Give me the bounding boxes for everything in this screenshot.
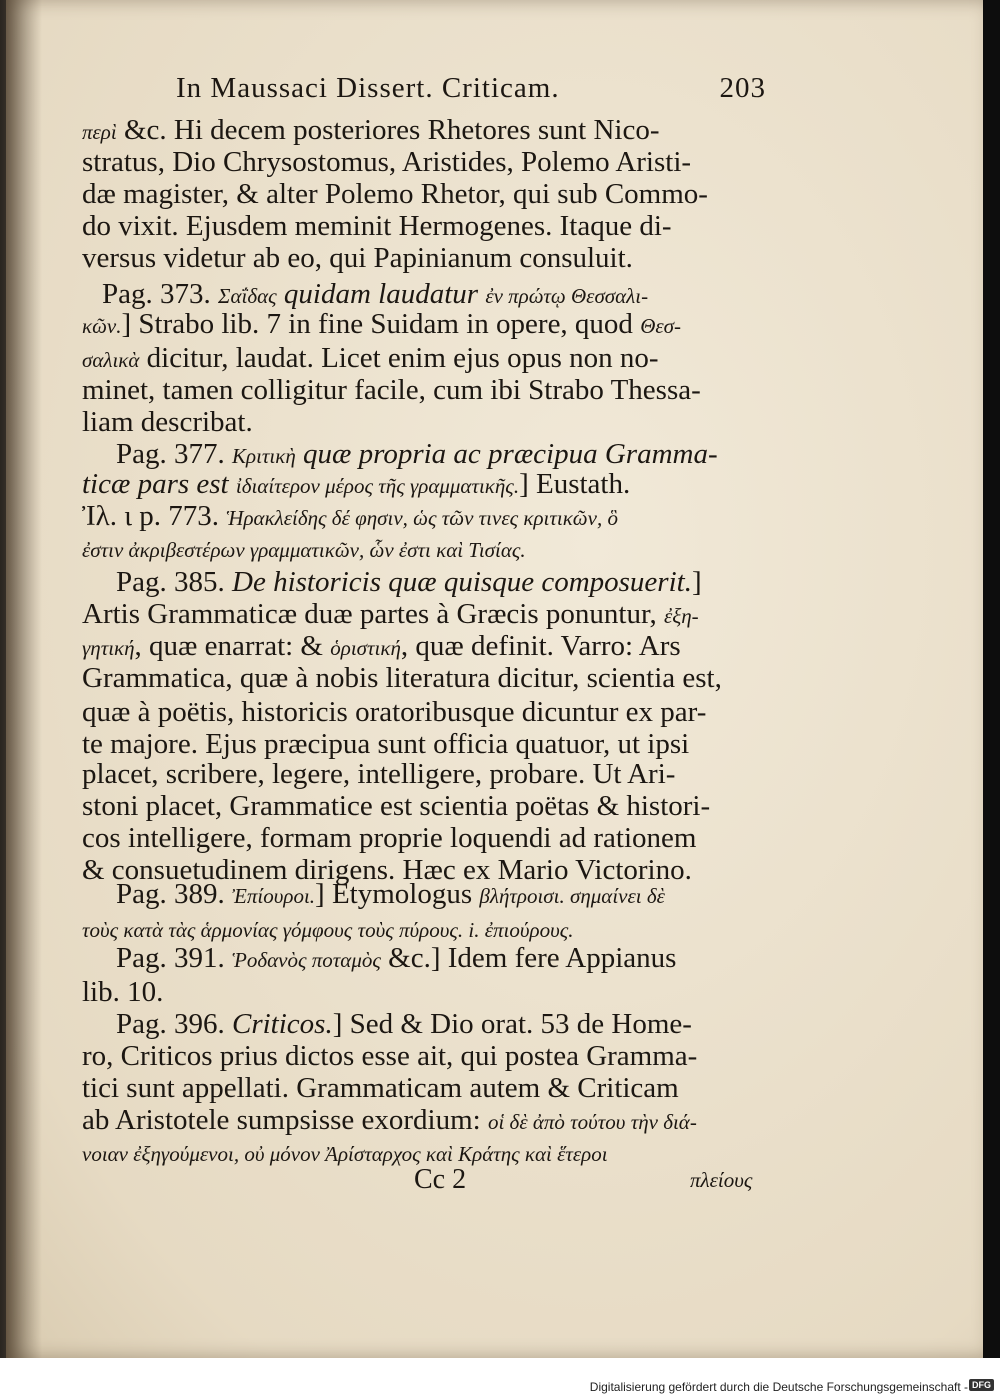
text-line: [690, 1160, 752, 1198]
text-line: [82, 694, 706, 730]
latin-text: Ἰλ. ι p. 773.: [82, 500, 227, 532]
greek-text: ὁριστική: [330, 636, 401, 660]
latin-text: liam describat.: [82, 406, 253, 438]
funding-note: Digitalisierung gefördert durch die Deutsche Forschungsgemeinschaft -: [589, 1380, 968, 1394]
text-line: [82, 756, 675, 792]
latin-text: ] Strabo lib. 7 in fine Suidam in opere, quod: [121, 308, 641, 340]
text-line: [82, 530, 526, 568]
latin-text: Artis Grammaticæ duæ partes à Græcis ponuntur,: [82, 598, 664, 630]
latin-text: dæ magister, & alter Polemo Rhetor, qui sub Commo-: [82, 178, 708, 210]
greek-text: ἐν πρώτῳ Θεσσαλι-: [485, 284, 649, 308]
latin-text: placet, scribere, legere, intelligere, probare. Ut Ari-: [82, 758, 676, 790]
latin-text: ]: [691, 566, 702, 598]
text-line: [82, 372, 701, 408]
greek-text: βλήτροισι. σημαίνει δὲ: [479, 884, 665, 908]
latin-text: ] Etymologus: [315, 878, 480, 910]
greek-text: νοιαν ἐξηγούμενοι, οὐ μόνον Ἀρίσταρχος καὶ Κράτης καὶ ἕτεροι: [82, 1142, 608, 1166]
latin-text: Pag. 373.: [102, 278, 218, 310]
latin-text: stoni placet, Grammatice est scientia poëtas & histori-: [82, 790, 711, 822]
running-header: [176, 72, 766, 105]
text-line: [82, 404, 253, 440]
latin-text: quæ à poëtis, historicis oratoribusque dicuntur ex par-: [82, 696, 707, 728]
latin-text: Pag. 396.: [116, 1008, 232, 1040]
text-line: [82, 306, 681, 344]
latin-text: Pag. 377.: [116, 438, 232, 470]
text-line: [82, 144, 691, 180]
greek-text: περὶ: [82, 120, 117, 144]
italic-text: quæ propria ac præcipua Gramma-: [295, 438, 718, 470]
dfg-logo: DFG: [969, 1379, 994, 1391]
signature-mark: Cc 2: [414, 1164, 467, 1195]
latin-text: , quæ enarrat: &: [134, 630, 331, 662]
latin-text: lib. 10.: [82, 976, 164, 1008]
greek-text: γητική: [82, 636, 135, 660]
greek-text: Ἐπίουροι.: [232, 884, 316, 908]
greek-text: Κριτικὴ: [232, 444, 296, 468]
text-line: [116, 564, 702, 600]
text-line: [116, 876, 665, 914]
page-number: 203: [719, 72, 766, 104]
text-line: [82, 788, 710, 824]
latin-text: tici sunt appellati. Grammaticam autem & Criticam: [82, 1072, 679, 1104]
latin-text: & consuetudinem dirigens. Hæc ex Mario Victorino.: [82, 854, 692, 886]
latin-text: ab Aristotele sumpsisse exordium:: [82, 1104, 488, 1136]
greek-text: ἐξη-: [663, 604, 699, 628]
greek-text: Ἡρακλείδης δέ φησιν, ὡς τῶν τινες κριτικῶν, ὃ: [226, 506, 618, 530]
greek-text: Θεσ-: [640, 314, 681, 338]
text-line: [82, 1038, 697, 1074]
latin-text: versus videtur ab eo, qui Papinianum consuluit.: [82, 242, 633, 274]
text-line: [116, 1006, 692, 1042]
running-title: In Maussaci Dissert. Criticam.: [176, 72, 560, 104]
latin-text: ro, Criticos prius dictos esse ait, qui postea Gramma-: [82, 1040, 698, 1072]
italic-text: De historicis quæ quisque composuerit.: [232, 566, 692, 598]
greek-text: κῶν.: [82, 314, 122, 338]
latin-text: stratus, Dio Chrysostomus, Aristides, Polemo Aristi-: [82, 146, 692, 178]
latin-text: do vixit. Ejusdem meminit Hermogenes. Itaque di-: [82, 210, 672, 242]
latin-text: ] Sed & Dio orat. 53 de Home-: [332, 1008, 692, 1040]
greek-text: Σαΐδας: [218, 284, 277, 308]
text-line: [82, 208, 672, 244]
latin-text: ] Eustath.: [519, 468, 631, 500]
italic-text: Criticos.: [232, 1008, 333, 1040]
latin-text: , quæ definit. Varro: Ars: [400, 630, 681, 662]
scan-border: [983, 0, 1000, 1358]
latin-text: dicitur, laudat. Licet enim ejus opus non no-: [139, 342, 659, 374]
latin-text: te majore. Ejus præcipua sunt officia quatuor, ut ipsi: [82, 728, 690, 760]
italic-text: ticæ pars est: [82, 468, 236, 500]
text-line: [116, 940, 676, 978]
greek-text: ἐστιν ἀκριβεστέρων γραμματικῶν, ὧν ἐστι καὶ Τισίας.: [82, 538, 526, 562]
latin-text: Pag. 389.: [116, 878, 232, 910]
latin-text: &c.] Idem fere Appianus: [380, 942, 677, 974]
text-line: [82, 240, 633, 276]
latin-text: Pag. 391.: [116, 942, 232, 974]
greek-text: Ῥοδανὸς ποταμὸς: [232, 948, 381, 972]
greek-text: τοὺς κατὰ τὰς ἁρμονίας γόμφους τοὺς πύρους. i. ἐπιούρους.: [82, 918, 574, 942]
italic-text: quidam laudatur: [276, 278, 486, 310]
latin-text: minet, tamen colligitur facile, cum ibi Strabo Thessa-: [82, 374, 701, 406]
text-line: [82, 820, 696, 856]
greek-text: οἱ δὲ ἀπὸ τούτου τὴν διά-: [487, 1110, 697, 1134]
latin-text: cos intelligere, formam proprie loquendi ad rationem: [82, 822, 697, 854]
latin-text: Pag. 385.: [116, 566, 232, 598]
text-line: [82, 176, 708, 212]
greek-text: πλείους: [690, 1168, 753, 1192]
text-line: [82, 660, 722, 696]
greek-text: σαλικὰ: [82, 348, 140, 372]
text-line: [82, 1134, 608, 1172]
text-line: [82, 1070, 679, 1106]
text-line: [82, 974, 163, 1010]
latin-text: &c. Hi decem posteriores Rhetores sunt Nico-: [116, 114, 660, 146]
latin-text: Grammatica, quæ à nobis literatura dicitur, scientia est,: [82, 662, 722, 694]
greek-text: ἰδιαίτερον μέρος τῆς γραμματικῆς.: [235, 474, 520, 498]
